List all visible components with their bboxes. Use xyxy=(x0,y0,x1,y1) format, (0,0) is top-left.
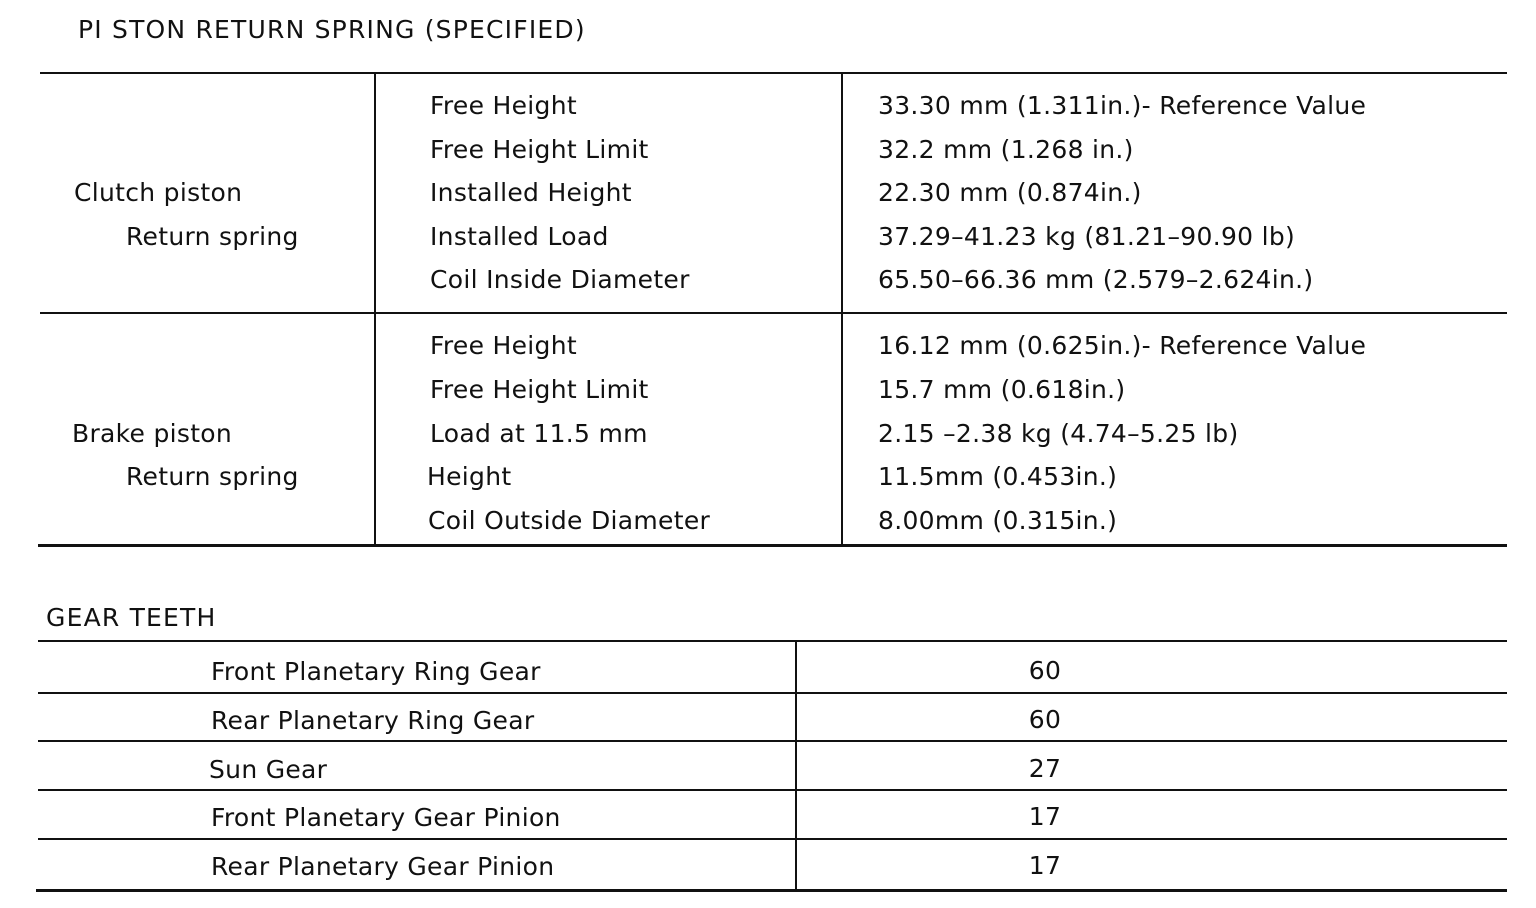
spec-value: 15.7 mm (0.618in.) xyxy=(878,375,1126,404)
gear-table-row-rule xyxy=(38,789,1507,791)
spec-item: Installed Height xyxy=(430,178,632,207)
spec-value: 32.2 mm (1.268 in.) xyxy=(878,135,1134,164)
gear-teeth-count: 60 xyxy=(1028,705,1062,734)
gear-name: Rear Planetary Ring Gear xyxy=(211,706,535,735)
spec-item: Free Height Limit xyxy=(430,375,649,404)
spec-item: Coil Inside Diameter xyxy=(430,265,690,294)
spec-value: 33.30 mm (1.311in.)- Reference Value xyxy=(878,91,1367,120)
gear-teeth-count: 17 xyxy=(1028,851,1062,880)
gear-table-top-rule xyxy=(38,640,1507,642)
spec-item: Installed Load xyxy=(430,222,609,251)
spec-value: 8.00mm (0.315in.) xyxy=(878,506,1118,535)
gear-teeth-count: 27 xyxy=(1028,754,1062,783)
gear-name: Sun Gear xyxy=(209,755,328,784)
spring-table-col-divider-1 xyxy=(374,73,376,547)
gear-teeth-count: 60 xyxy=(1028,656,1062,685)
spec-value: 11.5mm (0.453in.) xyxy=(878,462,1118,491)
spec-item: Free Height xyxy=(430,91,577,120)
spec-value: 16.12 mm (0.625in.)- Reference Value xyxy=(878,331,1367,360)
gear-table-bottom-rule xyxy=(36,889,1507,892)
gear-name: Front Planetary Gear Pinion xyxy=(211,803,561,832)
spec-item: Load at 11.5 mm xyxy=(430,419,648,448)
spec-item: Free Height Limit xyxy=(430,135,649,164)
gear-table-row-rule xyxy=(38,838,1507,840)
spec-value: 2.15 –2.38 kg (4.74–5.25 lb) xyxy=(878,419,1239,448)
gear-teeth-count: 17 xyxy=(1028,802,1062,831)
spec-item: Height xyxy=(427,462,512,491)
group-name-line1: Clutch piston xyxy=(74,178,243,207)
gear-table-row-rule xyxy=(38,692,1507,694)
spring-table-bottom-rule xyxy=(38,544,1507,547)
gear-name: Front Planetary Ring Gear xyxy=(211,657,541,686)
gear-table-col-divider xyxy=(795,641,797,891)
gear-section-title: GEAR TEETH xyxy=(46,603,217,632)
spec-item: Free Height xyxy=(430,331,577,360)
spring-table-col-divider-2 xyxy=(841,73,843,547)
group-name-line2: Return spring xyxy=(126,222,299,251)
spec-value: 37.29–41.23 kg (81.21–90.90 lb) xyxy=(878,222,1296,251)
gear-name: Rear Planetary Gear Pinion xyxy=(211,852,555,881)
group-name-line1: Brake piston xyxy=(72,419,233,448)
spring-table-top-rule xyxy=(40,72,1507,74)
spring-section-title: PI STON RETURN SPRING (SPECIFIED) xyxy=(78,15,586,44)
spec-value: 65.50–66.36 mm (2.579–2.624in.) xyxy=(878,265,1314,294)
gear-table-row-rule xyxy=(38,740,1507,742)
spec-item: Coil Outside Diameter xyxy=(428,506,711,535)
spring-table-group-divider xyxy=(40,312,1507,314)
group-name-line2: Return spring xyxy=(126,462,299,491)
spec-value: 22.30 mm (0.874in.) xyxy=(878,178,1142,207)
